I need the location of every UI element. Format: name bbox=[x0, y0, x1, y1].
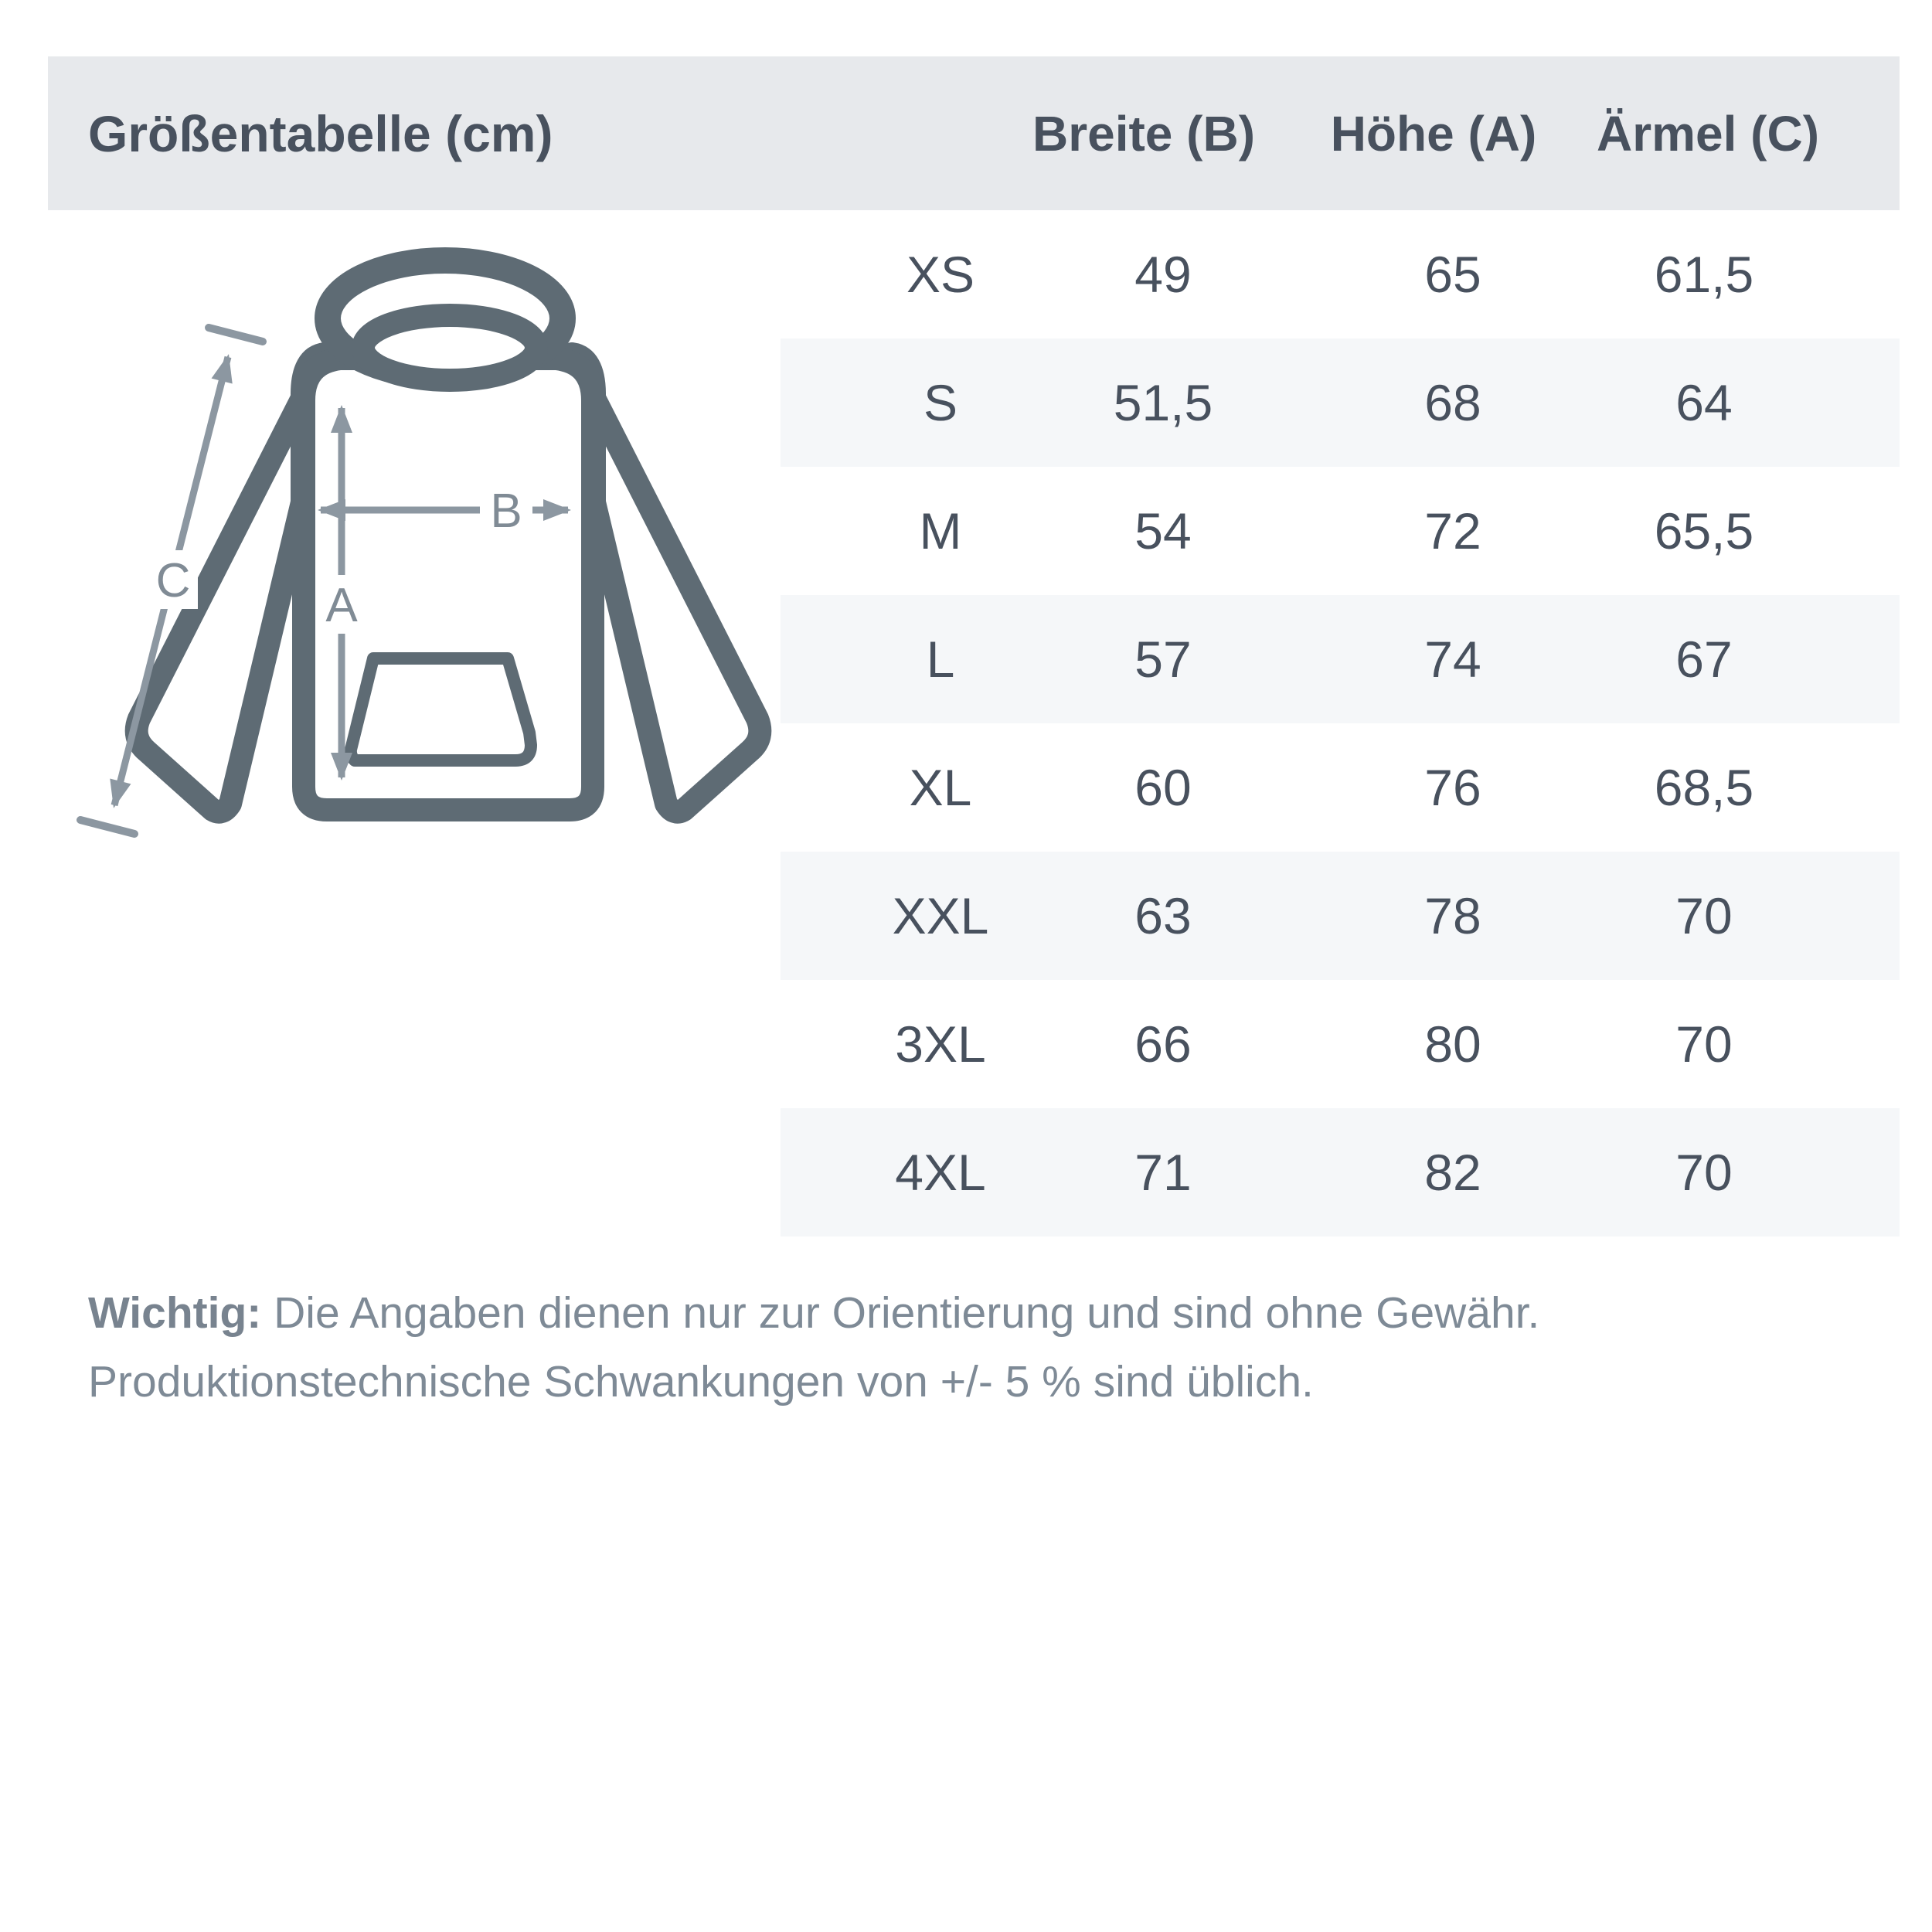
disclaimer-label: Wichtig: bbox=[88, 1288, 262, 1338]
table-row bbox=[781, 338, 1900, 467]
aermel-value: 70 bbox=[1675, 887, 1733, 944]
disclaimer-line-2: Produktionstechnische Schwankungen von +/- 5 % sind üblich. bbox=[88, 1357, 1314, 1406]
table-row bbox=[781, 467, 1900, 595]
column-header-hoehe: Höhe (A) bbox=[1330, 105, 1537, 162]
size-label: M bbox=[919, 502, 962, 560]
breite-value: 66 bbox=[1134, 1015, 1192, 1073]
size-label: 3XL bbox=[895, 1015, 986, 1073]
breite-value: 54 bbox=[1134, 502, 1192, 560]
aermel-value: 67 bbox=[1675, 631, 1733, 688]
hoodie-pocket bbox=[351, 658, 531, 760]
disclaimer-text-1: Die Angaben dienen nur zur Orientierung und sind ohne Gewähr. bbox=[261, 1288, 1540, 1338]
column-header-breite: Breite (B) bbox=[1032, 105, 1256, 162]
aermel-value: 70 bbox=[1675, 1144, 1733, 1201]
size-label: S bbox=[923, 374, 958, 431]
column-header-aermel: Ärmel (C) bbox=[1596, 105, 1820, 162]
hoehe-value: 76 bbox=[1424, 759, 1481, 816]
size-table bbox=[781, 210, 1900, 1236]
hoehe-value: 65 bbox=[1424, 246, 1481, 303]
size-label: XXL bbox=[892, 887, 989, 944]
hoehe-value: 72 bbox=[1424, 502, 1481, 560]
hoodie-measurement-diagram bbox=[70, 232, 781, 858]
breite-value: 49 bbox=[1134, 246, 1192, 303]
table-header-bar bbox=[48, 56, 1900, 210]
measure-c-label: C bbox=[155, 554, 191, 607]
measure-b-label: B bbox=[490, 485, 522, 538]
hoehe-value: 78 bbox=[1424, 887, 1481, 944]
size-label: 4XL bbox=[895, 1144, 986, 1201]
hoehe-value: 82 bbox=[1424, 1144, 1481, 1201]
table-row bbox=[781, 980, 1900, 1108]
table-row bbox=[781, 723, 1900, 852]
measure-a-label: A bbox=[325, 579, 358, 632]
size-label: L bbox=[926, 631, 955, 688]
aermel-value: 68,5 bbox=[1654, 759, 1754, 816]
disclaimer-line-1 bbox=[88, 1279, 1896, 1348]
disclaimer-note bbox=[88, 1279, 1896, 1417]
table-row bbox=[781, 852, 1900, 980]
hoehe-value: 74 bbox=[1424, 631, 1481, 688]
measure-c-bottom-tick bbox=[80, 820, 134, 834]
aermel-value: 70 bbox=[1675, 1015, 1733, 1073]
hoehe-value: 80 bbox=[1424, 1015, 1481, 1073]
breite-value: 57 bbox=[1134, 631, 1192, 688]
aermel-value: 61,5 bbox=[1654, 246, 1754, 303]
breite-value: 60 bbox=[1134, 759, 1192, 816]
hood-inner-ring bbox=[363, 315, 536, 380]
breite-value: 51,5 bbox=[1113, 374, 1213, 431]
size-label: XL bbox=[909, 759, 972, 816]
page-title: Größentabelle (cm) bbox=[88, 104, 553, 162]
table-row bbox=[781, 595, 1900, 723]
table-row bbox=[781, 210, 1900, 338]
size-label: XS bbox=[906, 246, 975, 303]
measure-c-top-tick bbox=[209, 328, 263, 342]
aermel-value: 65,5 bbox=[1654, 502, 1754, 560]
aermel-value: 64 bbox=[1675, 374, 1733, 431]
hoehe-value: 68 bbox=[1424, 374, 1481, 431]
table-row bbox=[781, 1108, 1900, 1236]
breite-value: 63 bbox=[1134, 887, 1192, 944]
breite-value: 71 bbox=[1134, 1144, 1192, 1201]
